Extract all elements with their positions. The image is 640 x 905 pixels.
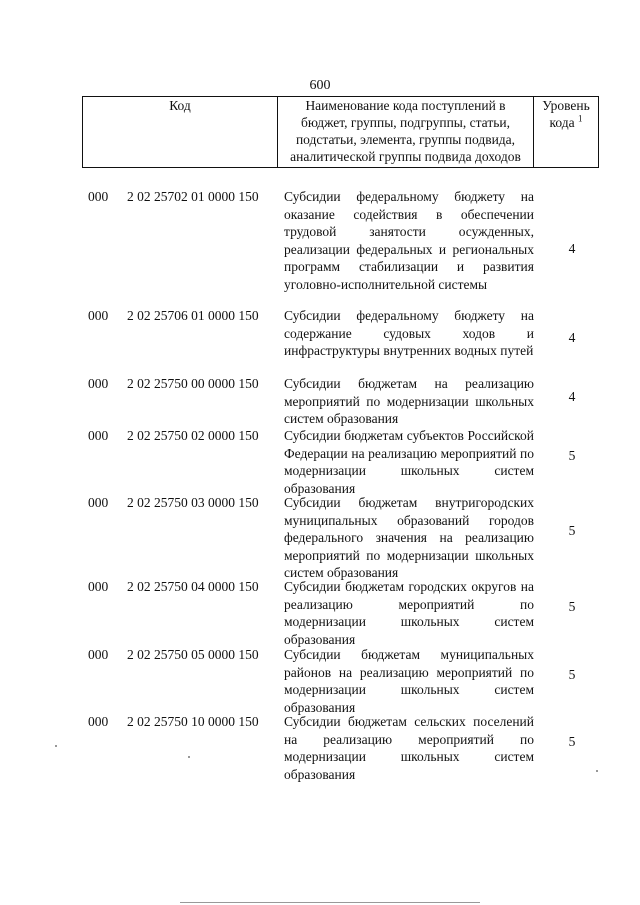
admin-code: 000: [88, 495, 109, 510]
header-code: [83, 97, 278, 168]
code-level: 4: [568, 389, 576, 404]
page-number: 600: [309, 78, 331, 93]
admin-code: 000: [88, 647, 109, 662]
header-code-label: Код: [169, 98, 191, 113]
code-level: 5: [568, 667, 576, 682]
code-level: 4: [568, 241, 576, 256]
table-header: [82, 96, 599, 168]
income-name: Субсидии бюджетам субъектов Российской Федерации на реализацию мероприятий по модернизации школьных систем образования: [284, 428, 534, 496]
income-code: 2 02 25750 03 0000 150: [127, 495, 259, 510]
admin-code: 000: [88, 308, 109, 323]
income-name: Субсидии бюджетам внутригородских муниципальных образований городов федерального значения на реализацию мероприятий по модернизации школьных систем образования: [284, 495, 534, 580]
header-level: [534, 97, 599, 168]
code-level: 4: [568, 330, 576, 345]
code-level: 5: [568, 448, 576, 463]
scan-speck: [596, 770, 598, 772]
scan-speck: [188, 756, 190, 758]
income-code: 2 02 25750 02 0000 150: [127, 428, 259, 443]
income-name: Субсидии бюджетам сельских поселений на реализацию мероприятий по модернизации школьных систем образования: [284, 714, 534, 782]
admin-code: 000: [88, 714, 109, 729]
income-code: 2 02 25750 04 0000 150: [127, 579, 259, 594]
admin-code: 000: [88, 189, 109, 204]
header-level-label: Уровень кода: [542, 98, 590, 130]
income-name: Субсидии федеральному бюджету на содержание судовых ходов и инфраструктуры внутренних водных путей: [284, 308, 534, 358]
header-name-label: Наименование кода поступлений в бюджет, группы, подгруппы, статьи, подстатьи, элемента, группы подвида, аналитической группы подвида доходов: [290, 98, 521, 164]
header-row: [83, 97, 599, 168]
admin-code: 000: [88, 376, 109, 391]
income-code: 2 02 25750 05 0000 150: [127, 647, 259, 662]
code-level: 5: [568, 599, 576, 614]
income-code: 2 02 25706 01 0000 150: [127, 308, 259, 323]
income-code: 2 02 25702 01 0000 150: [127, 189, 259, 204]
income-name: Субсидии бюджетам на реализацию мероприятий по модернизации школьных систем образования: [284, 376, 534, 426]
admin-code: 000: [88, 428, 109, 443]
scan-speck: [55, 745, 57, 747]
code-level: 5: [568, 734, 576, 749]
header-level-footnote: 1: [577, 113, 583, 124]
income-name: Субсидии бюджетам муниципальных районов на реализацию мероприятий по модернизации школьных систем образования: [284, 647, 534, 715]
income-code: 2 02 25750 00 0000 150: [127, 376, 259, 391]
code-level: 5: [568, 523, 576, 538]
income-name: Субсидии федеральному бюджету на оказание содействия в обеспечении трудовой занятости осужденных, реализации федеральных и региональных программ стабилизации и развития уголовно-исполнительной системы: [284, 189, 534, 292]
income-name: Субсидии бюджетам городских округов на реализацию мероприятий по модернизации школьных систем образования: [284, 579, 534, 647]
income-code: 2 02 25750 10 0000 150: [127, 714, 259, 729]
scan-edge-line: [180, 902, 480, 903]
header-name: [278, 97, 534, 168]
admin-code: 000: [88, 579, 109, 594]
